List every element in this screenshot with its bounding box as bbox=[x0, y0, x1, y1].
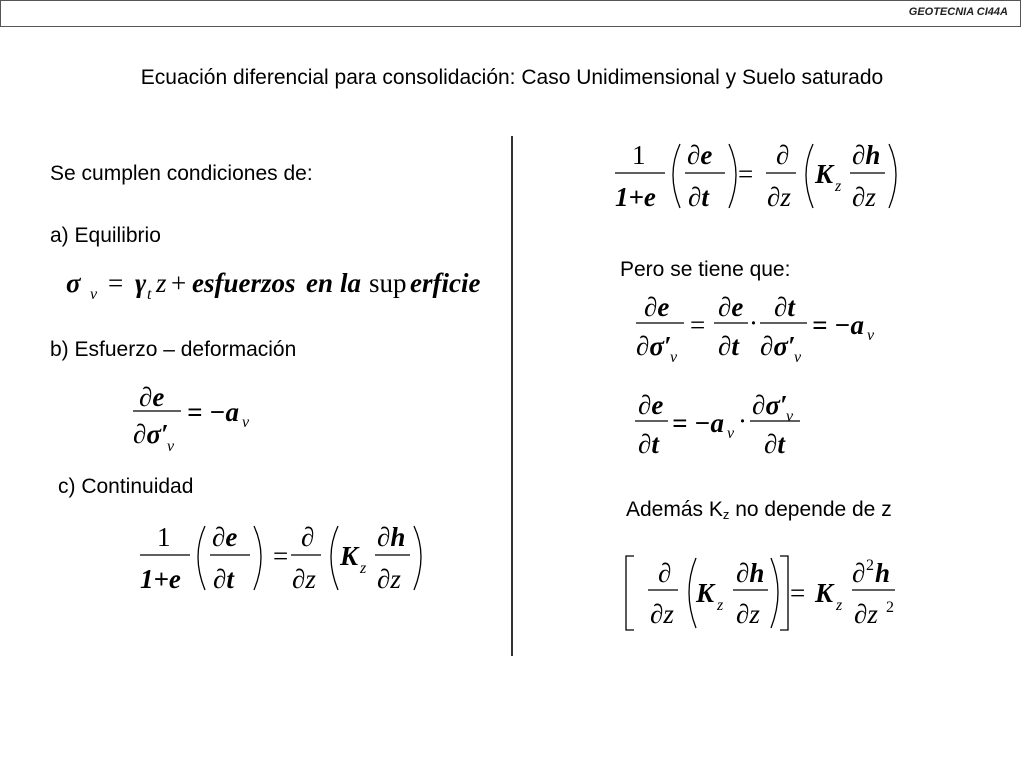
frac-num-h: h bbox=[875, 558, 891, 588]
frac-den-dsigma: ∂σ′ bbox=[133, 419, 169, 449]
sup-two2: 2 bbox=[886, 599, 894, 616]
K: K bbox=[696, 578, 715, 608]
frac-num-dsigma: ∂σ′ bbox=[752, 390, 788, 420]
frac-num-de: ∂e bbox=[212, 522, 238, 552]
vertical-divider bbox=[511, 136, 513, 656]
equation-continuity-left bbox=[135, 520, 435, 600]
dot: · bbox=[738, 406, 747, 436]
frac-num-dt: ∂t bbox=[774, 292, 795, 322]
paren-right bbox=[414, 526, 421, 590]
frac-den-dt: ∂t bbox=[764, 429, 785, 459]
frac-den-dt: ∂t bbox=[213, 564, 234, 594]
eq-z: z bbox=[156, 268, 167, 298]
paren-left bbox=[689, 558, 696, 628]
equation-final bbox=[620, 550, 920, 640]
sub-z: z bbox=[360, 560, 367, 577]
equals: = bbox=[690, 310, 706, 340]
frac-den-dsigma: ∂σ′ bbox=[636, 331, 672, 361]
ademas-post: no depende de z bbox=[729, 498, 892, 521]
paren-left bbox=[806, 144, 813, 208]
frac-num-d2: ∂ bbox=[852, 558, 866, 588]
ademas-pre: Además K bbox=[626, 498, 723, 521]
equation-de-dt bbox=[632, 388, 832, 468]
frac-num-de: ∂e bbox=[139, 382, 165, 412]
rhs-sub-v: v bbox=[727, 425, 735, 442]
K2: K bbox=[815, 578, 834, 608]
bracket-left bbox=[626, 556, 634, 630]
pero-text: Pero se tiene que: bbox=[620, 258, 791, 281]
frac-num-de: ∂e bbox=[644, 292, 670, 322]
sub-v: v bbox=[167, 438, 175, 455]
eq-sub-t: t bbox=[147, 286, 152, 303]
ademas-sub: z bbox=[722, 507, 730, 522]
frac-num-dh: ∂h bbox=[377, 522, 406, 552]
rhs-minus-a: = −a bbox=[672, 408, 724, 438]
frac-den-dz2: ∂z bbox=[736, 599, 760, 629]
sub-z2: z bbox=[836, 597, 843, 614]
intro-text: Se cumplen condiciones de: bbox=[50, 162, 313, 185]
rhs-sub-v: v bbox=[242, 414, 250, 431]
eq-en: en bbox=[306, 268, 333, 298]
sub-z: z bbox=[717, 597, 724, 614]
eq-gamma: γ bbox=[135, 268, 147, 298]
dot: · bbox=[749, 308, 758, 338]
eq-esfuerzos: esfuerzos bbox=[192, 268, 296, 298]
frac-num-de2: ∂e bbox=[718, 292, 744, 322]
frac-num-de: ∂e bbox=[638, 390, 664, 420]
frac-den-dz: ∂z bbox=[292, 564, 316, 594]
frac-num-one: 1 bbox=[632, 140, 646, 170]
eq-la: la bbox=[340, 268, 362, 298]
equals: = bbox=[273, 541, 289, 571]
frac-den-dt: ∂t bbox=[688, 182, 709, 212]
eq-plus: + bbox=[171, 268, 187, 298]
rhs-minus-a: = −a bbox=[187, 397, 239, 427]
frac-den-dz: ∂z bbox=[650, 599, 674, 629]
sub-z: z bbox=[835, 178, 842, 195]
K: K bbox=[340, 541, 359, 571]
rhs-sub-v: v bbox=[867, 327, 875, 344]
sub-v: v bbox=[670, 349, 678, 366]
sup-two: 2 bbox=[866, 557, 874, 574]
sub-v: v bbox=[786, 408, 794, 425]
frac-num-one: 1 bbox=[157, 522, 171, 552]
eq-sigma: σ bbox=[66, 268, 81, 298]
eq-erficie: erficie bbox=[410, 268, 481, 298]
sub-v2: v bbox=[794, 349, 802, 366]
frac-den-onepluse: 1+e bbox=[615, 182, 656, 212]
eq-equals: = bbox=[108, 268, 124, 298]
frac-den-dz: ∂z bbox=[852, 182, 876, 212]
paren-right bbox=[254, 526, 261, 590]
K: K bbox=[815, 159, 834, 189]
eq-sub-v: v bbox=[90, 286, 98, 303]
ademas-text bbox=[626, 498, 892, 522]
frac-den-dz: ∂z bbox=[767, 182, 791, 212]
frac-den-dz: ∂z bbox=[377, 564, 401, 594]
frac-num-de: ∂e bbox=[687, 140, 713, 170]
eq-sup: sup bbox=[369, 268, 407, 298]
label-equilibrio: a) Equilibrio bbox=[50, 224, 161, 247]
frac-num-d: ∂ bbox=[301, 522, 315, 552]
paren-right bbox=[889, 144, 896, 208]
frac-num-d: ∂ bbox=[658, 558, 672, 588]
frac-den-dt: ∂t bbox=[718, 331, 739, 361]
frac-den-onepluse: 1+e bbox=[140, 564, 181, 594]
paren-left bbox=[331, 526, 338, 590]
paren-right bbox=[771, 558, 778, 628]
equals: = bbox=[738, 159, 754, 189]
frac-den-dt: ∂t bbox=[638, 429, 659, 459]
paren-right bbox=[729, 144, 736, 208]
label-esfuerzo-deformacion: b) Esfuerzo – deformación bbox=[50, 338, 297, 361]
course-tag: GEOTECNIA CI44A bbox=[908, 6, 1008, 18]
header-bar bbox=[0, 0, 1021, 27]
equation-chain-rule bbox=[630, 290, 890, 370]
frac-num-dh: ∂h bbox=[852, 140, 881, 170]
frac-den-dz3: ∂z bbox=[854, 599, 878, 629]
slide-title: Ecuación diferencial para consolidación: Caso Unidimensional y Suelo saturado bbox=[140, 66, 884, 89]
equation-continuity-right bbox=[610, 138, 910, 218]
equation-stress-strain bbox=[125, 380, 285, 460]
paren-left bbox=[673, 144, 680, 208]
frac-num-d: ∂ bbox=[776, 140, 790, 170]
frac-num-dh: ∂h bbox=[736, 558, 765, 588]
label-continuidad: c) Continuidad bbox=[58, 475, 194, 498]
equals: = bbox=[790, 578, 806, 608]
equation-equilibrium bbox=[60, 262, 510, 312]
paren-left bbox=[198, 526, 205, 590]
bracket-right bbox=[780, 556, 788, 630]
frac-den-dsigma2: ∂σ′ bbox=[760, 331, 796, 361]
rhs-minus-a: = −a bbox=[812, 310, 864, 340]
